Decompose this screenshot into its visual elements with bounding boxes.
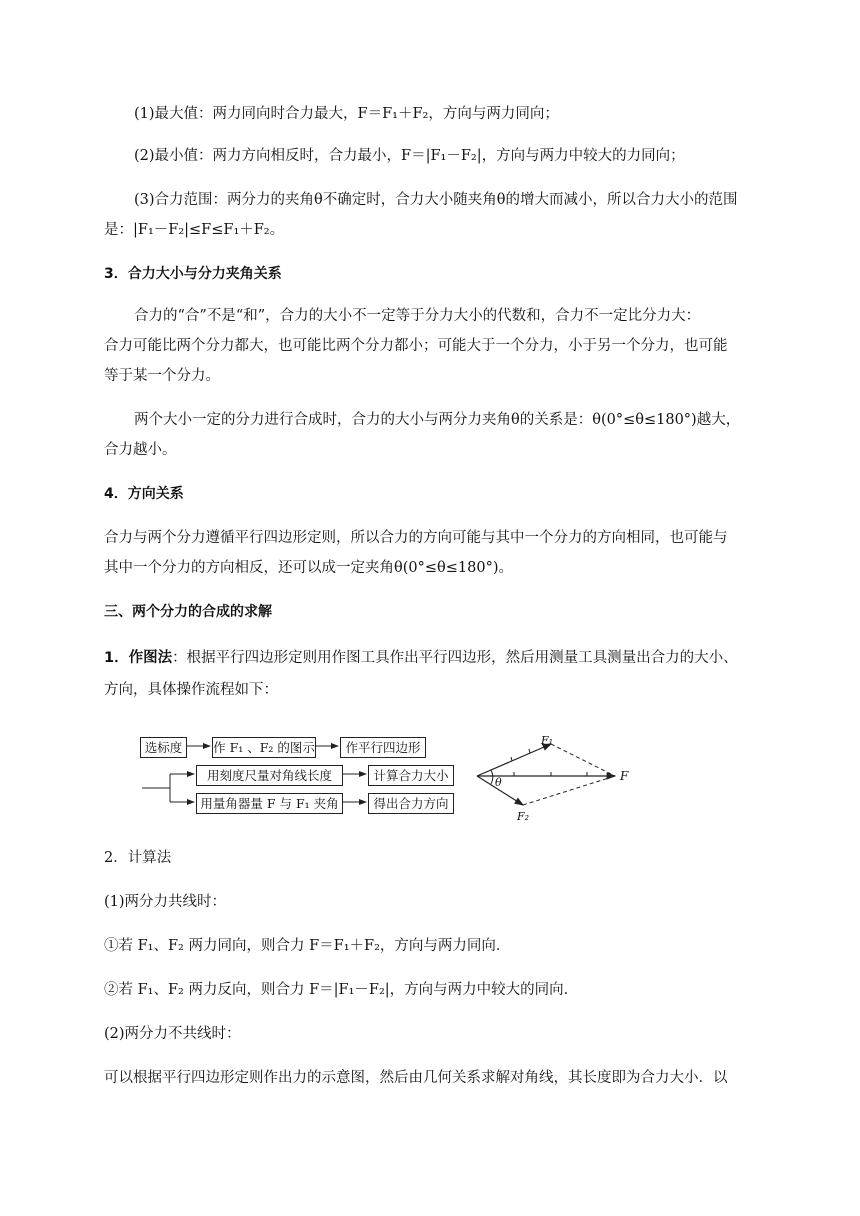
flow-box-get-direction: 得出合力方向 <box>368 793 454 814</box>
noncollinear-heading: (2)两分力不共线时： <box>104 1026 241 1042</box>
max-value-line: (1)最大值：两力同向时合力最大，F＝F₁＋F₂，方向与两力同向； <box>134 106 559 122</box>
flow-box-draw-forces: 作 F₁ 、F₂ 的图示 <box>212 737 316 758</box>
section3-p2-line-1: 两个大小一定的分力进行合成时，合力的大小与两分力夹角θ的关系是：θ(0°≤θ≤180°)越大， <box>134 412 741 428</box>
section3-p1-line-1: 合力的“合”不是“和”，合力的大小不一定等于分力大小的代数和，合力不一定比分力大： <box>134 308 701 324</box>
collinear-case-1: ①若 F₁、F₂ 两力同向，则合力 F＝F₁＋F₂，方向与两力同向． <box>104 938 511 954</box>
section4-heading: 4．方向关系 <box>104 486 184 502</box>
force-f1-arrow <box>477 744 551 776</box>
section4-line-1: 合力与两个分力遵循平行四边形定则，所以合力的方向可能与其中一个分力的方向相同，也可能与 <box>104 530 728 546</box>
min-value-line: (2)最小值：两力方向相反时，合力最小，F＝|F₁－F₂|，方向与两力中较大的力同向； <box>134 148 685 164</box>
flow-box-draw-parallelogram: 作平行四边形 <box>340 737 426 758</box>
section3-p1-line-3: 等于某一个分力。 <box>104 368 220 384</box>
flow-box-measure-angle: 用量角器量 F 与 F₁ 夹角 <box>196 793 343 814</box>
noncollinear-line-1: 可以根据平行四边形定则作出力的示意图，然后由几何关系求解对角线，其长度即为合力大小．以 <box>104 1070 728 1086</box>
method1-label: 1．作图法 <box>104 650 173 666</box>
parallelogram-lines <box>465 732 645 828</box>
flow-box-calc-magnitude: 计算合力大小 <box>368 765 454 786</box>
force-parallelogram-diagram <box>465 732 645 828</box>
label-f2: F₂ <box>517 810 530 823</box>
collinear-heading: (1)两分力共线时： <box>104 894 227 910</box>
label-f1: F₁ <box>541 734 554 747</box>
section3-p2-line-2: 合力越小。 <box>104 442 177 458</box>
label-f: F <box>620 769 629 783</box>
part3-heading: 三、两个分力的合成的求解 <box>104 604 272 620</box>
label-theta: θ <box>495 776 502 789</box>
collinear-case-2: ②若 F₁、F₂ 两力反向，则合力 F＝|F₁－F₂|，方向与两力中较大的同向． <box>104 982 579 998</box>
theta-arc <box>491 770 493 784</box>
method1-line-2: 方向，具体操作流程如下： <box>104 682 278 698</box>
range-line-2: 是：|F₁－F₂|≤F≤F₁＋F₂。 <box>104 222 285 238</box>
section3-heading: 3．合力大小与分力夹角关系 <box>104 266 282 282</box>
method1-line-1 <box>104 648 738 668</box>
section3-p1-line-2: 合力可能比两个分力都大，也可能比两个分力都小；可能大于一个分力，小于另一个分力，也可能 <box>104 338 728 354</box>
dashed-side-2 <box>523 776 615 805</box>
section4-line-2: 其中一个分力的方向相反，还可以成一定夹角θ(0°≤θ≤180°)。 <box>104 560 513 576</box>
method1-text: ：根据平行四边形定则用作图工具作出平行四边形，然后用测量工具测量出合力的大小、 <box>172 650 738 666</box>
flow-box-measure-diagonal: 用刻度尺量对角线长度 <box>196 765 343 786</box>
calc-heading: 2．计算法 <box>104 850 172 866</box>
range-line-1: (3)合力范围：两分力的夹角θ不确定时，合力大小随夹角θ的增大而减小，所以合力大小的范围 <box>134 192 738 208</box>
dashed-side-1 <box>551 744 615 776</box>
flow-box-select-scale: 选标度 <box>140 737 187 758</box>
